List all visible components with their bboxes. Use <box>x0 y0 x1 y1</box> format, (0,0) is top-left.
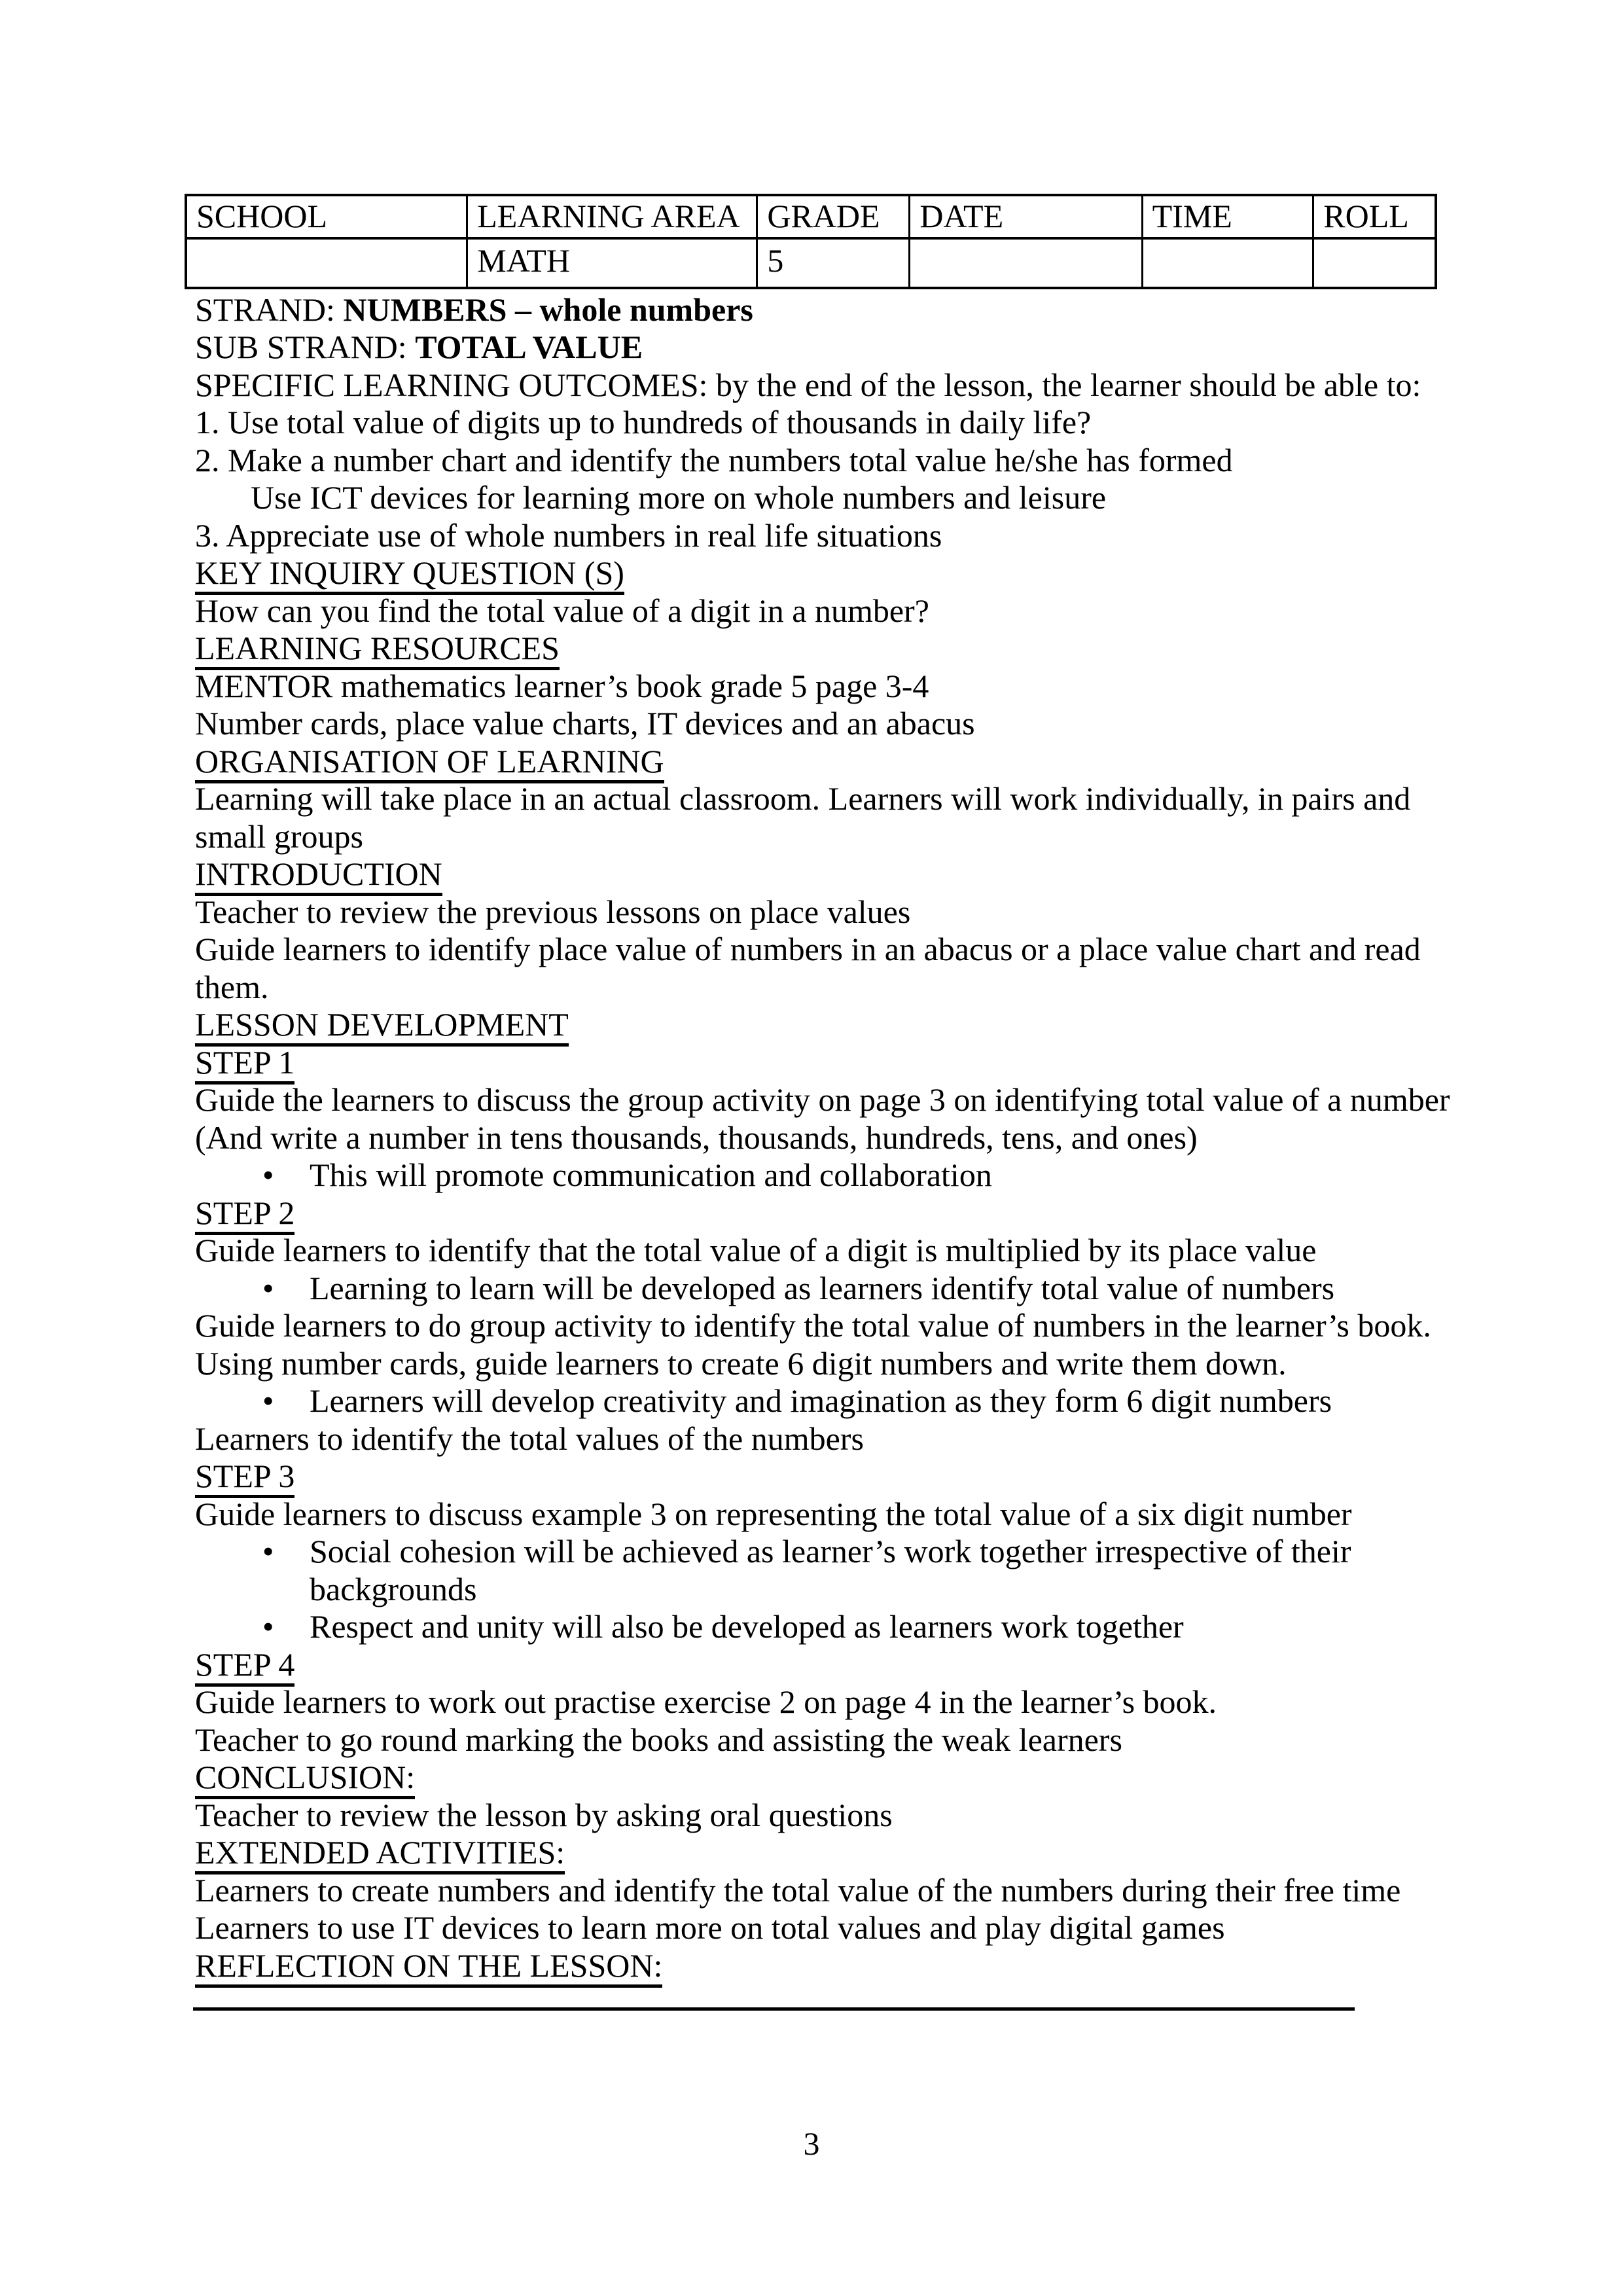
bullet-item <box>195 1270 1455 1308</box>
bullet-item <box>195 1533 1455 1608</box>
table-header-cell-time: TIME <box>1142 195 1313 238</box>
section-heading-text: LESSON DEVELOPMENT <box>195 1006 569 1047</box>
bullet-icon: • <box>262 1382 274 1419</box>
section-heading-text: KEY INQUIRY QUESTION (S) <box>195 554 624 595</box>
bullet-item <box>195 1382 1455 1420</box>
table-data-cell-roll <box>1313 238 1436 288</box>
labeled-line <box>195 329 1455 367</box>
page-number: 3 <box>803 2125 820 2162</box>
paragraph: Learners to create numbers and identify the total value of the numbers during their free time <box>195 1871 1401 1909</box>
paragraph: Teacher to review the previous lessons on place values <box>195 893 911 930</box>
paragraph: Guide learners to identify that the total value of a digit is multiplied by its place value <box>195 1232 1317 1268</box>
table-data-cell-grade: 5 <box>757 238 910 288</box>
section-heading-text: STEP 4 <box>195 1646 294 1687</box>
paragraph: 1. Use total value of digits up to hundreds of thousands in daily life? <box>195 404 1092 440</box>
section-heading-text: ORGANISATION OF LEARNING <box>195 743 664 783</box>
section-heading <box>195 1006 1455 1044</box>
lesson-plan-body <box>195 291 1455 2011</box>
paragraph: Learning will take place in an actual classroom. Learners will work individually, in pairs and small groups <box>195 780 1411 855</box>
bullet-icon: • <box>262 1157 274 1193</box>
section-heading-text: EXTENDED ACTIVITIES: <box>195 1834 565 1874</box>
bullet-text: Respect and unity will also be developed as learners work together <box>310 1608 1184 1645</box>
bullet-icon: • <box>262 1269 274 1306</box>
table-header-cell-date: DATE <box>910 195 1142 238</box>
section-heading-text: LEARNING RESOURCES <box>195 630 560 670</box>
bullet-item <box>195 1157 1455 1194</box>
bullet-text: Social cohesion will be achieved as learner’s work together irrespective of their backgrounds <box>310 1533 1351 1607</box>
section-heading <box>195 554 1455 592</box>
table-header-cell-roll: ROLL <box>1313 195 1436 238</box>
paragraph: MENTOR mathematics learner’s book grade 5 page 3-4 <box>195 667 929 704</box>
section-heading-text: INTRODUCTION <box>195 855 442 896</box>
section-heading <box>195 855 1455 893</box>
table-data-cell-time <box>1142 238 1313 288</box>
bullet-item <box>195 1608 1455 1646</box>
paragraph: 3. Appreciate use of whole numbers in real life situations <box>195 516 942 554</box>
line-value: TOTAL VALUE <box>415 329 643 365</box>
paragraph: Guide the learners to discuss the group activity on page 3 on identifying total value of a number <box>195 1081 1450 1118</box>
bullet-icon: • <box>262 1608 274 1645</box>
line-value: NUMBERS – whole numbers <box>343 291 753 328</box>
paragraph: Guide learners to work out practise exercise 2 on page 4 in the learner’s book. <box>195 1683 1217 1720</box>
table-header-cell-grade: GRADE <box>757 195 910 238</box>
table-data-cell-date <box>910 238 1142 288</box>
paragraph: Guide learners to identify place value of numbers in an abacus or a place value chart and read them. <box>195 931 1421 1005</box>
section-heading-text: CONCLUSION: <box>195 1759 415 1799</box>
section-heading <box>195 1646 1455 1684</box>
paragraph: How can you find the total value of a digit in a number? <box>195 592 929 629</box>
bullet-text: This will promote communication and collaboration <box>310 1157 992 1193</box>
section-heading <box>195 1759 1455 1797</box>
table-header-cell-learning-area: LEARNING AREA <box>467 195 757 238</box>
paragraph: Guide learners to do group activity to identify the total value of numbers in the learner’s book. <box>195 1307 1431 1344</box>
table-data-row <box>186 238 1436 288</box>
paragraph: Teacher to review the lesson by asking oral questions <box>195 1796 893 1833</box>
table-header-row <box>186 195 1436 238</box>
section-heading <box>195 1947 1455 1985</box>
section-heading-text: STEP 3 <box>195 1458 294 1498</box>
paragraph: Number cards, place value charts, IT devices and an abacus <box>195 705 975 742</box>
section-heading <box>195 1458 1455 1496</box>
paragraph: Teacher to go round marking the books and assisting the weak learners <box>195 1721 1122 1758</box>
section-heading-text: STEP 2 <box>195 1194 294 1235</box>
section-heading <box>195 630 1455 668</box>
indented-paragraph: Use ICT devices for learning more on whole numbers and leisure <box>251 479 1107 516</box>
labeled-line <box>195 291 1455 329</box>
paragraph: Using number cards, guide learners to create 6 digit numbers and write them down. <box>195 1344 1287 1382</box>
write-in-line <box>193 2007 1355 2011</box>
section-heading <box>195 1194 1455 1232</box>
table-header-cell-school: SCHOOL <box>186 195 467 238</box>
document-content <box>195 194 1455 2011</box>
paragraph: Learners to identify the total values of the numbers <box>195 1420 864 1457</box>
line-label: SUB STRAND: <box>195 329 416 365</box>
section-heading-text: STEP 1 <box>195 1044 294 1085</box>
paragraph: 2. Make a number chart and identify the numbers total value he/she has formed <box>195 441 1233 478</box>
section-heading <box>195 743 1455 781</box>
section-heading <box>195 1044 1455 1082</box>
lesson-info-table <box>185 194 1437 289</box>
paragraph: SPECIFIC LEARNING OUTCOMES: by the end of the lesson, the learner should be able to: <box>195 366 1421 403</box>
section-heading-text: REFLECTION ON THE LESSON: <box>195 1947 662 1988</box>
bullet-text: Learners will develop creativity and imagination as they form 6 digit numbers <box>310 1382 1332 1419</box>
paragraph: Learners to use IT devices to learn more on total values and play digital games <box>195 1909 1225 1946</box>
paragraph: (And write a number in tens thousands, thousands, hundreds, tens, and ones) <box>195 1119 1198 1156</box>
paragraph: Guide learners to discuss example 3 on representing the total value of a six digit number <box>195 1495 1352 1532</box>
table-data-cell-school <box>186 238 467 288</box>
section-heading <box>195 1834 1455 1872</box>
bullet-text: Learning to learn will be developed as learners identify total value of numbers <box>310 1269 1335 1306</box>
table-data-cell-learning-area: MATH <box>467 238 757 288</box>
line-label: STRAND: <box>195 291 344 328</box>
bullet-icon: • <box>262 1533 274 1570</box>
